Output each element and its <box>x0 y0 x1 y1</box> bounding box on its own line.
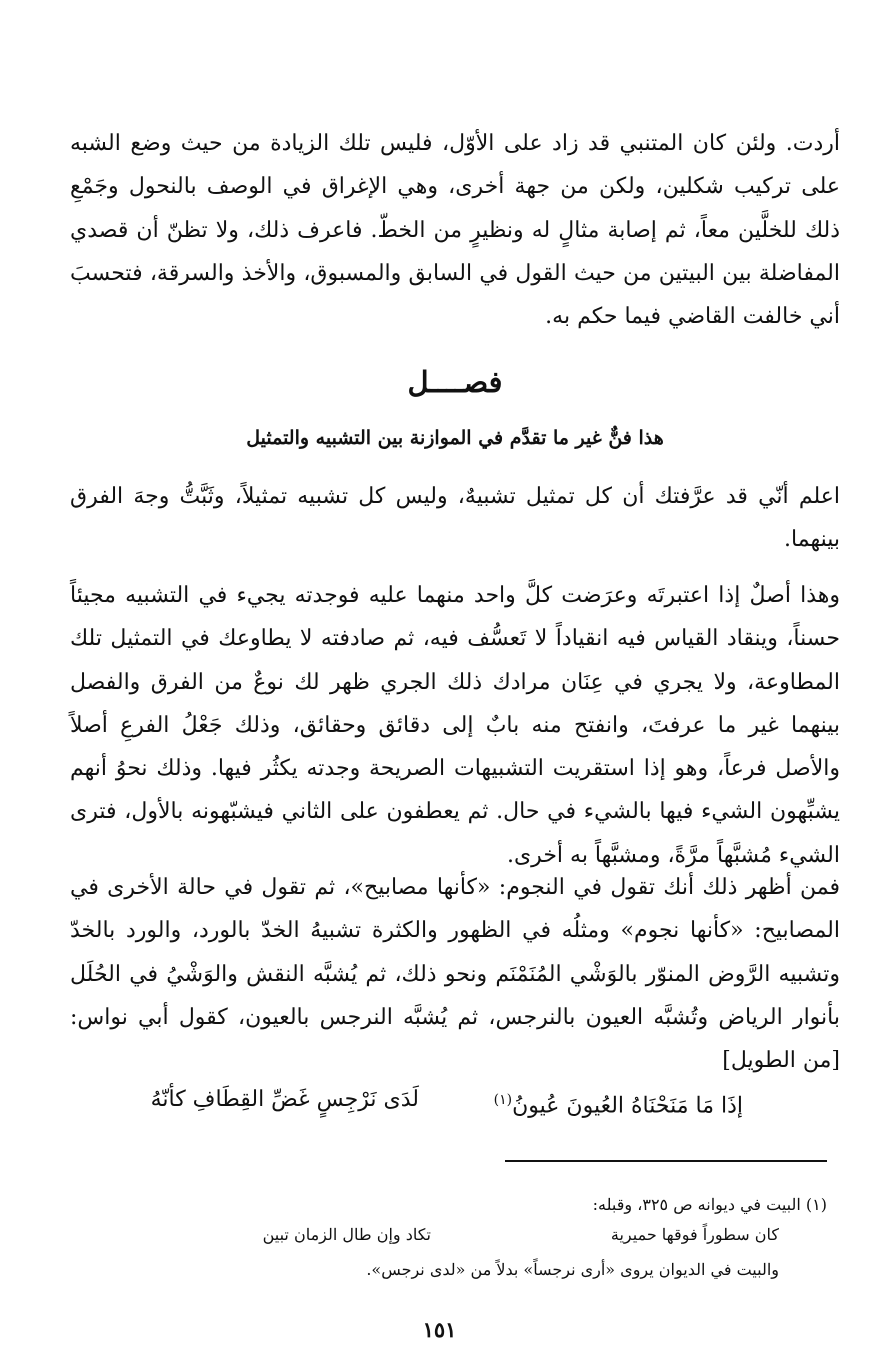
footnote-line-1: (١) البيت في ديوانه ص ٣٢٥، وقبله: <box>592 1195 827 1214</box>
footnote-divider <box>505 1160 827 1162</box>
footnote-marker: (١) <box>493 1092 513 1108</box>
body-paragraph-1: اعلم أنّي قد عرَّفتك أن كل تمثيل تشبيهٌ، وليس كل تشبيه تمثيلاً، وثَبَّتُّ وجهَ الفرق بينهما. <box>70 484 840 553</box>
footnote-verse-second: تكاد وإن طال الزمان تبين <box>262 1225 431 1244</box>
verse-second-hemistich: إذَا مَا مَنَحْنَاهُ العُيونَ عُيونُ <box>512 1093 743 1119</box>
body-paragraph-3: فمن أظهر ذلك أنك تقول في النجوم: «كأنها مصابيح»، ثم تقول في حالة الأخرى في المصابيح: «كأنها نجوم» ومثلُه في الظهور والكثرة تشبيهُ الخدّ بالورد، والورد بالخدّ وتشبيه الرَّوض المنوّر بالوَشْي المُنَمْنَم ونحو ذلك، ثم يُشبَّه النقش والوَشْيُ في الحُلَل بأنوار الرياض وتُشبَّه العيون بالنرجس، ثم يُشبَّه النرجس بالعيون، كقول أبي نواس: [من الطويل] <box>70 875 840 1074</box>
section-heading: فصــــل <box>407 365 503 399</box>
verse-first-hemistich: لَدَى نَرْجِسٍ غَضِّ القِطَافِ كأنّهُ <box>150 1087 419 1112</box>
footnote-verse-first: كان سطوراً فوقها حميرية <box>610 1225 779 1244</box>
section-subheading: هذا فنٌّ غير ما تقدَّم في الموازنة بين التشبيه والتمثيل <box>246 427 664 449</box>
intro-paragraph: أردت. ولئن كان المتنبي قد زاد على الأوّل، فليس تلك الزيادة من حيث وضع الشبه على تركيب شكلين، ولكن من جهة أخرى، وهي الإغراق في الوصف بالنحول وجَمْعِ ذلك للخلَّين معاً، ثم إصابة مثالٍ له ونظيرٍ من الخطّ. فاعرف ذلك، ولا تظنّ أن قصدي المفاضلة بين البيتين من حيث القول في السابق والمسبوق، والأخذ والسرقة، فتحسبَ أني خالفت القاضي فيما حكم به. <box>70 131 840 330</box>
verse-second-hemistich-wrap <box>494 1078 743 1128</box>
body-paragraph-2: وهذا أصلٌ إذا اعتبرتَه وعرَضت كلَّ واحد منهما عليه فوجدته يجيء في التشبيه مجيئاً حسناً، وينقاد القياس فيه انقياداً لا تَعسُّف فيه، ثم صادفته لا يطاوعك في التمثيل تلك المطاوعة، ولا يجري في عِنَان مرادك ذلك الجري ظهر لك نوعٌ من الفرق والفصل بينهما غير ما عرفتَ، وانفتح منه بابٌ إلى دقائق وحقائق، وذلك جَعْلُ الفرعِ أصلاً والأصل فرعاً، وهو إذا استقريت التشبيهات الصريحة وجدته يكثُر فيها. وذلك نحوُ أنهم يشبِّهون الشيء فيها بالشيء في حال. ثم يعطفون على الثاني فيشبّهونه بالأول، فترى الشيء مُشبَّهاً مرَّةً، ومشبَّهاً به أخرى. <box>70 583 840 868</box>
footnote-line-3: والبيت في الديوان يروى «أرى نرجساً» بدلاً من «لدى نرجس». <box>366 1260 779 1279</box>
page-number: ١٥١ <box>422 1317 457 1342</box>
